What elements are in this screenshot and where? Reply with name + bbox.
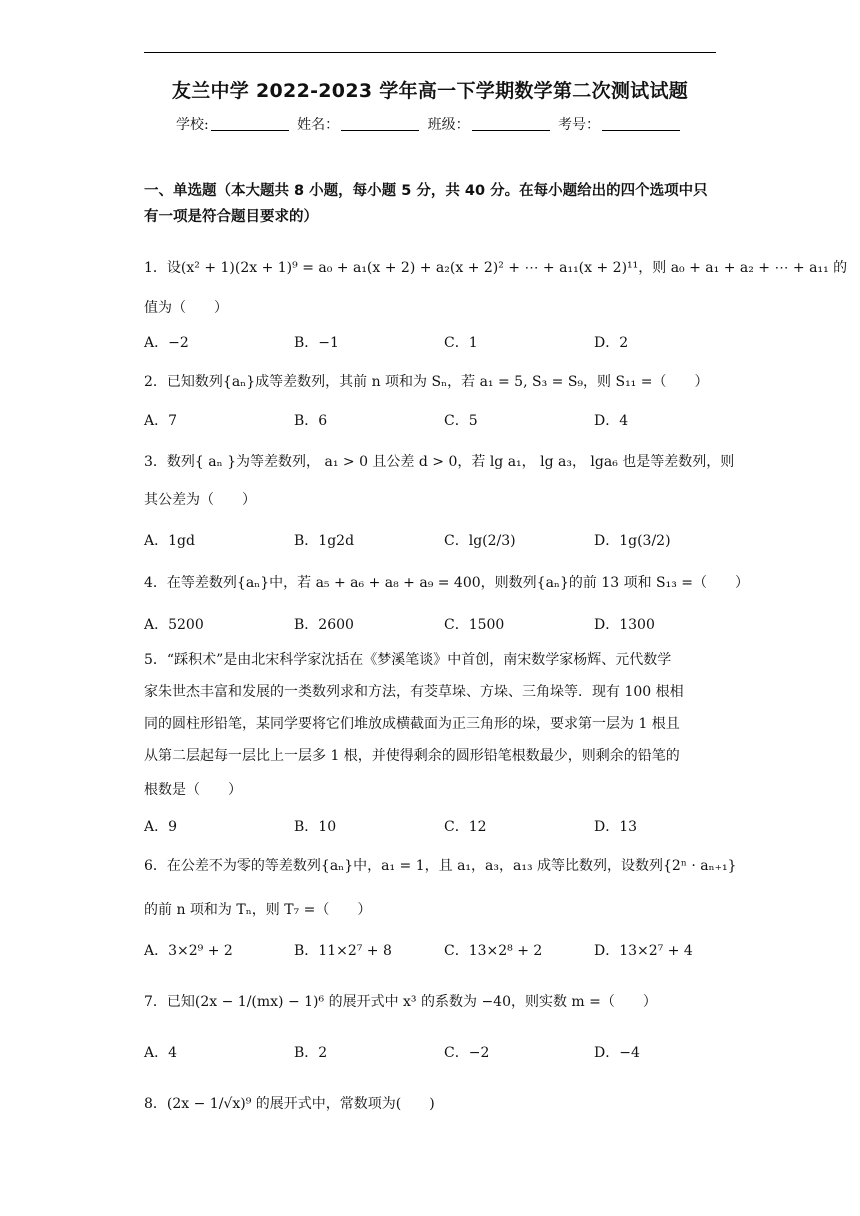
name-blank[interactable] xyxy=(341,116,419,131)
option-d[interactable]: D．−4 xyxy=(594,1045,640,1061)
question-2-options xyxy=(144,410,716,430)
option-d[interactable]: D．2 xyxy=(594,335,629,351)
question-2-line-1: 2．已知数列{aₙ}成等差数列，其前 n 项和为 Sₙ，若 a₁ = 5, S₃ = S₉，则 S₁₁ =（ ） xyxy=(144,374,709,390)
question-5-line-1: 5．“踩积术”是由北宋科学家沈括在《梦溪笔谈》中首创，南宋数学家杨辉、元代数学 xyxy=(144,652,672,668)
question-4-options xyxy=(144,614,716,634)
question-1-options xyxy=(144,332,716,352)
option-b[interactable]: B．2 xyxy=(294,1045,328,1061)
question-3-line-2: 其公差为（ ） xyxy=(144,492,256,508)
option-a[interactable]: A．1gd xyxy=(144,533,195,549)
option-d[interactable]: D．13×2⁷ + 4 xyxy=(594,943,693,959)
question-7-options xyxy=(144,1042,716,1062)
option-a[interactable]: A．4 xyxy=(144,1045,178,1061)
option-d[interactable]: D．13 xyxy=(594,819,638,835)
question-5-line-3: 同的圆柱形铅笔，某同学要将它们堆放成横截面为正三角形的垛，要求第一层为 1 根且 xyxy=(144,716,680,732)
student-info-fields xyxy=(0,114,860,134)
question-5-options xyxy=(144,816,716,836)
option-d[interactable]: D．1g(3/2) xyxy=(594,533,671,549)
question-5-line-2: 家朱世杰丰富和发展的一类数列求和方法，有茭草垛、方垛、三角垛等．现有 100 根相 xyxy=(144,684,684,700)
name-label: 姓名： xyxy=(297,117,340,133)
option-d[interactable]: D．4 xyxy=(594,413,629,429)
exam-number-blank[interactable] xyxy=(602,116,680,131)
question-5-line-4: 从第二层起每一层比上一层多 1 根，并使得剩余的圆形铅笔根数最少，则剩余的铅笔的 xyxy=(144,748,680,764)
exam-number-label: 考号： xyxy=(558,117,601,133)
question-6-line-2: 的前 n 项和为 Tₙ，则 T₇ =（ ） xyxy=(144,902,372,918)
option-c[interactable]: C．1500 xyxy=(444,617,505,633)
option-c[interactable]: C．12 xyxy=(444,819,487,835)
option-b[interactable]: B．−1 xyxy=(294,335,339,351)
question-4-line-1: 4．在等差数列{aₙ}中，若 a₅ + a₆ + a₈ + a₉ = 400，则数列{aₙ}的前 13 项和 S₁₃ =（ ） xyxy=(144,575,750,591)
question-3-line-1: 3．数列{ aₙ }为等差数列， a₁ > 0 且公差 d > 0，若 lg a₁， lg a₃， lga₆ 也是等差数列，则 xyxy=(144,454,735,470)
question-1-line-1: 1．设(x² + 1)(2x + 1)⁹ = a₀ + a₁(x + 2) + a₂(x + 2)² + ⋯ + a₁₁(x + 2)¹¹，则 a₀ + a₁ + a₂ + ⋯ + a₁₁ 的 xyxy=(144,260,848,276)
option-b[interactable]: B．10 xyxy=(294,819,337,835)
header-rule xyxy=(144,52,716,53)
option-a[interactable]: A．7 xyxy=(144,413,178,429)
class-blank[interactable] xyxy=(472,116,550,131)
question-8-line-1: 8．(2x − 1/√x)⁹ 的展开式中，常数项为( ) xyxy=(144,1096,435,1112)
option-a[interactable]: A．3×2⁹ + 2 xyxy=(144,943,233,959)
class-label: 班级： xyxy=(427,117,470,133)
question-5-line-5: 根数是（ ） xyxy=(144,782,242,798)
option-c[interactable]: C．lg(2/3) xyxy=(444,533,516,549)
page-title: 友兰中学 2022-2023 学年高一下学期数学第二次测试试题 xyxy=(171,80,689,102)
option-a[interactable]: A．−2 xyxy=(144,335,189,351)
question-6-options xyxy=(144,940,716,960)
option-c[interactable]: C．−2 xyxy=(444,1045,490,1061)
option-b[interactable]: B．6 xyxy=(294,413,328,429)
option-b[interactable]: B．11×2⁷ + 8 xyxy=(294,943,392,959)
school-label: 学校: xyxy=(175,117,209,133)
option-b[interactable]: B．1g2d xyxy=(294,533,355,549)
question-7-line-1: 7．已知(2x − 1/(mx) − 1)⁶ 的展开式中 x³ 的系数为 −40，则实数 m =（ ） xyxy=(144,994,657,1010)
option-d[interactable]: D．1300 xyxy=(594,617,655,633)
question-3-options xyxy=(144,530,716,550)
option-b[interactable]: B．2600 xyxy=(294,617,354,633)
option-a[interactable]: A．5200 xyxy=(144,617,204,633)
option-c[interactable]: C．5 xyxy=(444,413,478,429)
question-6-line-1: 6．在公差不为零的等差数列{aₙ}中，a₁ = 1，且 a₁，a₃，a₁₃ 成等比数列，设数列{2ⁿ · aₙ₊₁} xyxy=(144,858,737,874)
option-a[interactable]: A．9 xyxy=(144,819,178,835)
option-c[interactable]: C．1 xyxy=(444,335,478,351)
school-blank[interactable] xyxy=(211,116,289,131)
section-heading: 一、单选题（本大题共 8 小题，每小题 5 分，共 40 分。在每小题给出的四个选项中只有一项是符合题目要求的） xyxy=(144,183,708,225)
option-c[interactable]: C．13×2⁸ + 2 xyxy=(444,943,543,959)
question-1-line-2: 值为（ ） xyxy=(144,300,228,316)
